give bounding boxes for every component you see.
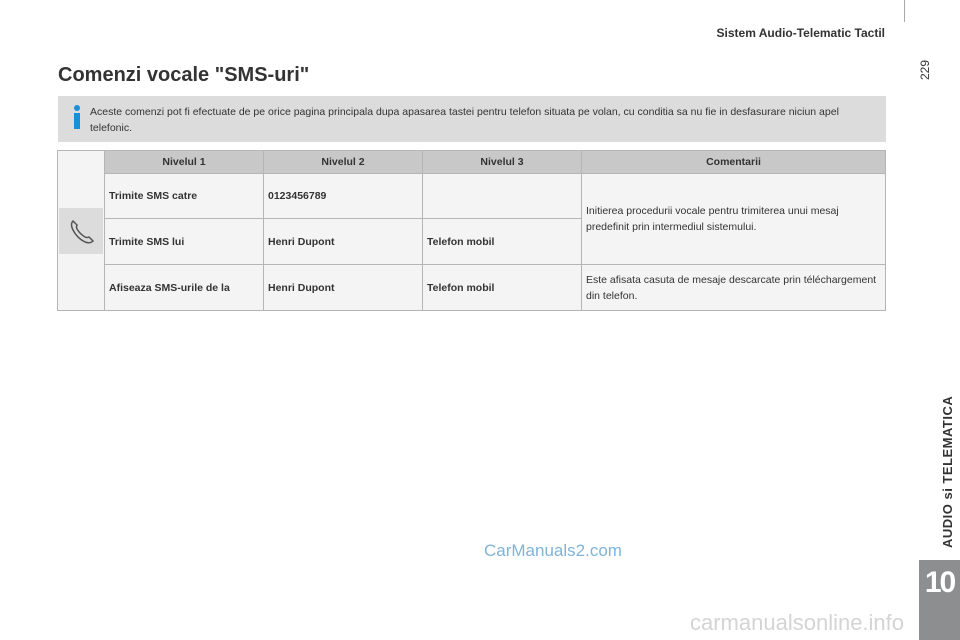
row1-level3 [423, 174, 582, 219]
row1-level2: 0123456789 [264, 174, 423, 219]
row1-level1: Trimite SMS catre [105, 174, 264, 219]
info-box [58, 96, 886, 142]
chapter-number: 10 [919, 560, 960, 606]
icon-column [58, 151, 105, 311]
table-row [58, 265, 886, 311]
row2-level1: Trimite SMS lui [105, 219, 264, 265]
row3-level2: Henri Dupont [264, 265, 423, 311]
comment-show-sms: Este afisata casuta de mesaje descarcate prin téléchargement din telefon. [582, 265, 886, 311]
row2-level2: Henri Dupont [264, 219, 423, 265]
page-heading: Comenzi vocale "SMS-uri" [58, 64, 310, 86]
column-header-level3: Nivelul 3 [423, 151, 582, 174]
row3-level1: Afiseaza SMS-urile de la [105, 265, 264, 311]
chapter-label: AUDIO si TELEMATICA [940, 395, 955, 548]
header-title: Sistem Audio-Telematic Tactil [716, 26, 885, 40]
table-row [58, 174, 886, 219]
column-header-level2: Nivelul 2 [264, 151, 423, 174]
column-header-level1: Nivelul 1 [105, 151, 264, 174]
phone-icon-box [59, 208, 103, 254]
row3-level3: Telefon mobil [423, 265, 582, 311]
footer-logo[interactable]: CarManuals2.com [484, 541, 622, 560]
row2-level3: Telefon mobil [423, 219, 582, 265]
comment-send-sms: Initierea procedurii vocale pentru trimiterea unui mesaj predefinit prin intermediul sistemului. [582, 174, 886, 265]
info-icon [69, 104, 85, 130]
phone-icon [59, 208, 103, 254]
chapter-tab [919, 90, 960, 640]
voice-commands-table [57, 150, 886, 311]
column-header-comments: Comentarii [582, 151, 886, 174]
page-number: 229 [918, 59, 932, 80]
footer-watermark: carmanualsonline.info [690, 610, 905, 635]
header-divider [904, 0, 905, 22]
table-header-row [58, 151, 886, 174]
info-text: Aceste comenzi pot fi efectuate de pe orice pagina principala dupa apasarea tastei pentru telefon situata pe volan, cu conditia sa nu fie in desfasurare niciun apel telefonic. [90, 106, 839, 134]
